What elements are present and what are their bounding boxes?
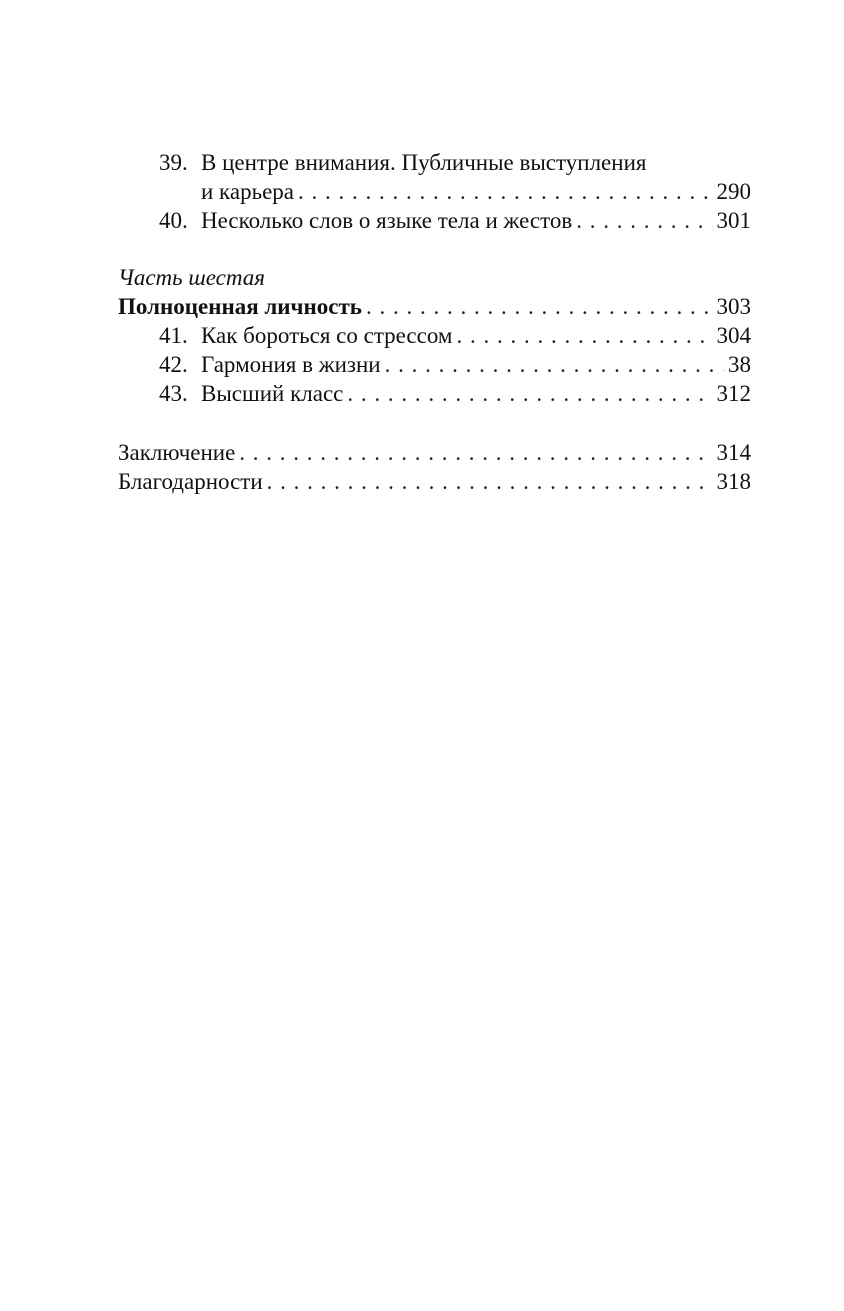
chapter-title: Гармония в жизни xyxy=(201,352,381,377)
dot-leader xyxy=(347,379,712,408)
chapter-title: В центре внимания. Публичные выступления xyxy=(201,150,647,175)
page-number: 303 xyxy=(716,294,751,319)
dot-leader xyxy=(239,438,712,467)
page-number: 314 xyxy=(716,440,751,465)
dot-leader xyxy=(456,321,712,350)
toc-entry-40 xyxy=(118,206,751,235)
page-number: 312 xyxy=(716,381,751,406)
chapter-number: 39. xyxy=(159,150,188,175)
page-number: 38 xyxy=(728,352,751,377)
chapter-number: 40. xyxy=(159,208,188,233)
page-number: 318 xyxy=(716,469,751,494)
page-number: 301 xyxy=(716,208,751,233)
chapter-title: Как бороться со стрессом xyxy=(201,323,453,348)
toc-part-six xyxy=(118,292,751,321)
chapter-number: 41. xyxy=(159,323,188,348)
section-title: Заключение xyxy=(118,440,236,465)
chapter-title: Несколько слов о языке тела и жестов xyxy=(201,208,573,233)
dot-leader xyxy=(298,177,713,206)
page-number: 290 xyxy=(716,179,751,204)
chapter-number: 42. xyxy=(159,352,188,377)
toc-entry-41 xyxy=(118,321,751,350)
dot-leader xyxy=(366,292,713,321)
part-title: Полноценная личность xyxy=(118,294,362,319)
chapter-title-continuation: и карьера xyxy=(201,179,294,204)
toc-entry-43 xyxy=(118,379,751,408)
toc-acknowledgments xyxy=(118,467,751,496)
dot-leader xyxy=(267,467,713,496)
chapter-number: 43. xyxy=(159,381,188,406)
toc-entry-39-line1 xyxy=(118,148,751,177)
part-label: Часть шестая xyxy=(118,265,265,290)
table-of-contents xyxy=(118,148,751,496)
dot-leader xyxy=(385,350,724,379)
page-number: 304 xyxy=(716,323,751,348)
toc-entry-42 xyxy=(118,350,751,379)
toc-entry-39-line2 xyxy=(118,177,751,206)
dot-leader xyxy=(576,206,712,235)
chapter-title: Высший класс xyxy=(201,381,344,406)
section-title: Благодарности xyxy=(118,469,263,494)
toc-conclusion xyxy=(118,438,751,467)
